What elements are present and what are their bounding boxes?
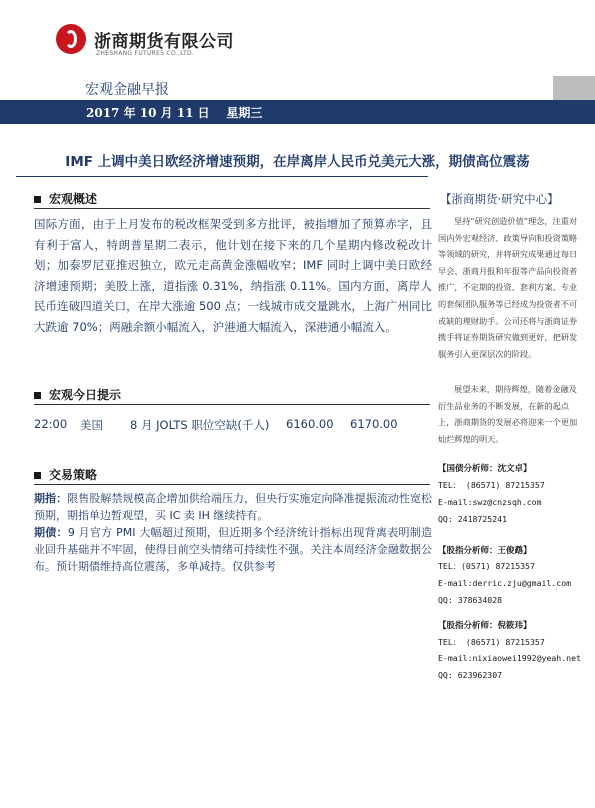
- section-title-overview: 宏观概述: [34, 190, 97, 207]
- analyst-tel: TEL： (86571) 87215357: [438, 637, 545, 647]
- analyst-title: 【股指分析师：倪筱玮】: [438, 621, 532, 631]
- section-title-today: 宏观今日提示: [34, 386, 121, 403]
- bullet-square-icon: [34, 196, 41, 203]
- analyst-qq: QQ: 2418725241: [438, 514, 508, 524]
- section-divider: [34, 484, 430, 485]
- overview-paragraph: 国际方面，由于上月发布的税改框架受到多方批评，被指增加了预算赤字，且有利于富人，特朗普星期二表示，他计划在接下来的几个星期内修改税改计划；加泰罗尼亚推迟独立，欧元走高黄金涨幅收窄；IMF 同时上调中美日欧经济增速预期；美股上涨，道指涨 0.31%，纳指涨 0.11%。国内方面，离岸人民币连破四道关口，在岸大涨逾 500 点；一线城市成交量跳水，上海广州同比大跌逾 70%；两融余额小幅流入，沪港通大幅流入，深港通小幅流入。: [34, 217, 432, 334]
- bullet-square-icon: [34, 392, 41, 399]
- section-divider: [34, 404, 430, 405]
- headline-divider: [16, 176, 428, 177]
- section-title-strategy: 交易策略: [34, 466, 97, 483]
- company-name: 浙商期货有限公司: [94, 32, 234, 52]
- company-name-en: ZHESHANG FUTURES CO.,LTD.: [96, 50, 195, 57]
- event-forecast: 6170.00: [350, 417, 398, 431]
- strategy-index: [34, 490, 432, 524]
- report-type: 宏观金融早报: [85, 82, 169, 98]
- analyst-qq: QQ: 378634028: [438, 595, 503, 605]
- report-date: 2017 年 10 月 11 日 星期三: [86, 106, 263, 120]
- bullet-square-icon: [34, 472, 41, 479]
- analyst-qq: QQ: 623962307: [438, 670, 503, 680]
- strategy-index-label: 期指：: [34, 492, 68, 505]
- analyst-title: 【股指分析师：王俊鹉】: [438, 546, 532, 556]
- analyst-tel: TEL： (86571) 87215357: [438, 480, 545, 490]
- section-divider: [34, 208, 430, 209]
- strategy-bond: [34, 524, 432, 575]
- strategy-bond-label: 期债：: [34, 526, 68, 539]
- event-name: 8 月 JOLTS 职位空缺(千人): [130, 418, 270, 432]
- analyst-email: E-mail:swz@cnzsqh.com: [438, 497, 542, 507]
- analyst-title: 【国债分析师：沈文卓】: [438, 464, 532, 474]
- event-previous: 6160.00: [286, 417, 334, 431]
- strategy-index-text: 限售股解禁规模高企增加供给端压力，但央行实施定向降准提振流动性宽松预期，期指单边暂观望，买 IC 卖 IH 继续持有。: [34, 492, 432, 522]
- header-tab-decoration: [553, 76, 595, 100]
- analyst-email: E-mail:derric.zju@gmail.com: [438, 578, 572, 588]
- analyst-tel: TEL：(0571) 87215357: [438, 561, 535, 571]
- sidebar-title: 【浙商期货·研究中心】: [440, 192, 559, 206]
- headline: IMF 上调中美日欧经济增速预期，在岸离岸人民币兑美元大涨，期债高位震荡: [65, 154, 530, 170]
- event-country: 美国: [80, 418, 103, 432]
- analyst-email: E-mail:nixiaowei1992@yeah.net: [438, 653, 581, 663]
- event-time: 22:00: [34, 417, 68, 431]
- sidebar-intro: 坚持“研究创造价值”理念，注重对国内外宏观经济、政策导向和投资策略等领域的研究，并将研究成果通过每日早会、浙商月报和年报等产品向投资者推广，不定期的投资、套利方案、专业的套保团队服务等已经成为投资者不可或缺的理财助手。公司还将与浙商证券携手将证券期货研究做到更好，把研发服务引入更深层次的阶段。: [438, 216, 578, 359]
- company-logo-icon: [56, 24, 86, 54]
- sidebar-outlook: 展望未来，期待辉煌，随着金融及衍生品业务的不断发展，在新的起点上，浙商期货的发展必将迎来一个更加灿烂辉煌的明天。: [438, 384, 578, 444]
- strategy-bond-text: 9 月官方 PMI 大幅超过预期，但近期多个经济统计指标出现背离表明制造业回升基础并不牢固，使得目前空头情绪可持续性不强。关注本周经济金融数据公布。预计期债维持高位震荡，多单减持。仅供参考: [34, 526, 433, 573]
